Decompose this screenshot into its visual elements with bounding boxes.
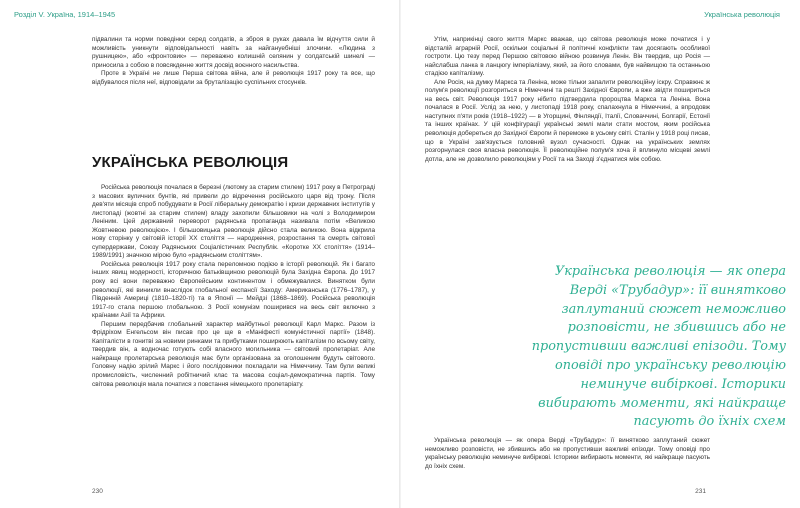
pull-quote: Українська революція — як опера Верді «Трубадур»: її винятково заплутаний сюжет неможливо розповісти, не збившись або не пропустивши важливі епізоди. Тому оповіді про українську революцію неминуче вибіркові. Історики вибирають моменти, які найкраще пасують до їхніх схем	[531, 264, 786, 430]
right-top-text	[425, 36, 710, 164]
paragraph: Але Росія, на думку Маркса та Леніна, може тільки запалити революційну іскру. Справжнє ж полум'я революції розгориться в Німеччині та решті Західної Європи, а вже звідти пошириться на весь світ. Революція 1917 року нібито підтвердила пророцтва Маркса та Леніна. Вона почалася в Росії. Услід за нею, у листопаді 1918 року, спалахнула в Німеччині, а впродовж наступних п'яти років (1918–1922) — в Угорщині, Фінляндії, Італії, Словаччині, Болгарії, Естонії та інших країнах. У цій конфігурації українські землі мали стати мостом, яким російська революція добереться до Західної Європи й переможе в усьому світі. Сталін у 1918 році писав, що в Україні зав'язується головний вузол сучасності. Однак на українських землях розгорнулася своя власна революція. Її революційне полум'я хоча й вплинуло місцеві землі дотла, але не дозволило революціям у Росії та на Заході з'єднатися між собою.	[425, 78, 710, 163]
paragraph: Першим передбачив глобальний характер майбутньої революції Карл Маркс. Разом із Фрідріхом Енгельсом він писав про це ще в «Маніфесті комуністичної партії» (1848). Капіталісти в гонитві за новими ринками та прибутками поширюють капіталізм по всьому світу, твердив він, а водночас готують собі власного могильника — світовий пролетаріат. Але найкраще пролетарська революція має бути організована за оголошеним будуть світового. Головну надію зрілий Маркс і його послідовники покладали на Німеччину. Там були великі промисловість, численний робітничий клас та масова соціал-демократична партія. Тому світова революція мала початися з повстання німецького пролетаріату.	[92, 320, 375, 388]
running-head-chapter: Розділ V. Україна, 1914–1945	[14, 10, 116, 19]
left-top-text	[92, 36, 375, 87]
paragraph: підвалини та норми поведінки серед солдатів, а зброя в руках давала їм відчуття сили й можливість уникнути відповідальності навіть за найгануебніші злочини. «Людина з рушницею», або «фронтовик» — переважно колишній селянин у солдатській шинелі — приносила з собою в повсякденне життя досвід воєнного насильства.	[92, 36, 375, 69]
running-head-section: Українська революція	[704, 10, 780, 19]
page-number: 230	[92, 488, 103, 495]
right-page	[401, 0, 800, 508]
paragraph: Утім, наприкінці свого життя Маркс вважав, що світова революція може початися і у відсталій аграрній Росії, оскільки соціальні й політичні конфлікти там досягають особливої гостроти. Цю тезу перед Першою світовою війною розвинув Ленін. Він твердив, що Росія — найслабша ланка в ланцюгу імперіалізму, який, за його словами, був найвищою та останньою стадією капіталізму.	[425, 36, 710, 78]
page-number: 231	[695, 488, 706, 495]
paragraph: Проте в Україні не лише Перша світова війна, але й революція 1917 року та все, що відбувалося після неї, відповідали за бруталізацію суспільних стосунків.	[92, 70, 375, 86]
right-bottom-text	[425, 437, 710, 471]
paragraph: Російська революція 1917 року стала переломною подією в історії революцій. Як і багато інших явищ модерності, історичною батьківщиною революцій була Західна Європа. До 1917 року всі вони переважно Європейським континентом і обмежувалися. Винятком були революції, які виникли внаслідок глобальної експансії Заходу: Американська (1776–1787), у Південній Америці (1810–1820-ті) та в Японії — Мейдзі (1868–1869). Російська революція 1917-го стала першою глобальною. З Росії комунізм поширився на весь світ включно з країнами Азії та Африки.	[92, 260, 375, 320]
section-heading: УКРАЇНСЬКА РЕВОЛЮЦІЯ	[92, 154, 289, 171]
paragraph: Російська революція почалася в березні (лютому за старим стилем) 1917 року в Петрограді з масових вуличних бунтів, які привели до відречення російського царя від трону. Після дев'яти місяців спроб побудувати в Росії ліберальну демократію і кризи державних інститутів у листопаді (жовтні за старим стилем) владу захопили більшовики на чолі з Володимиром Леніним. Цей державний переворот радянська пропаганда називала потім «Великою Жовтневою революцією». І більшовицька революція дійсно стала великою. Вона відкрила нову сторінку у світовій історії XX століття — народження, розростання та смерть світової супердержави, Союзу Радянських Соціалістичних Республік. «Коротке XX століття» (1914–1989/1991) значною мірою було «радянським століттям».	[92, 184, 375, 260]
left-body-text	[92, 184, 375, 389]
paragraph: Українська революція — як опера Верді «Трубадур»: її винятково заплутаний сюжет неможливо розповісти, не збившись або не пропустивши важливі епізоди. Тому оповіді про українську революцію неминуче вибіркові. Історики вибирають моменти, які найкраще пасують до їхніх схем.	[425, 437, 710, 470]
left-page	[0, 0, 399, 508]
